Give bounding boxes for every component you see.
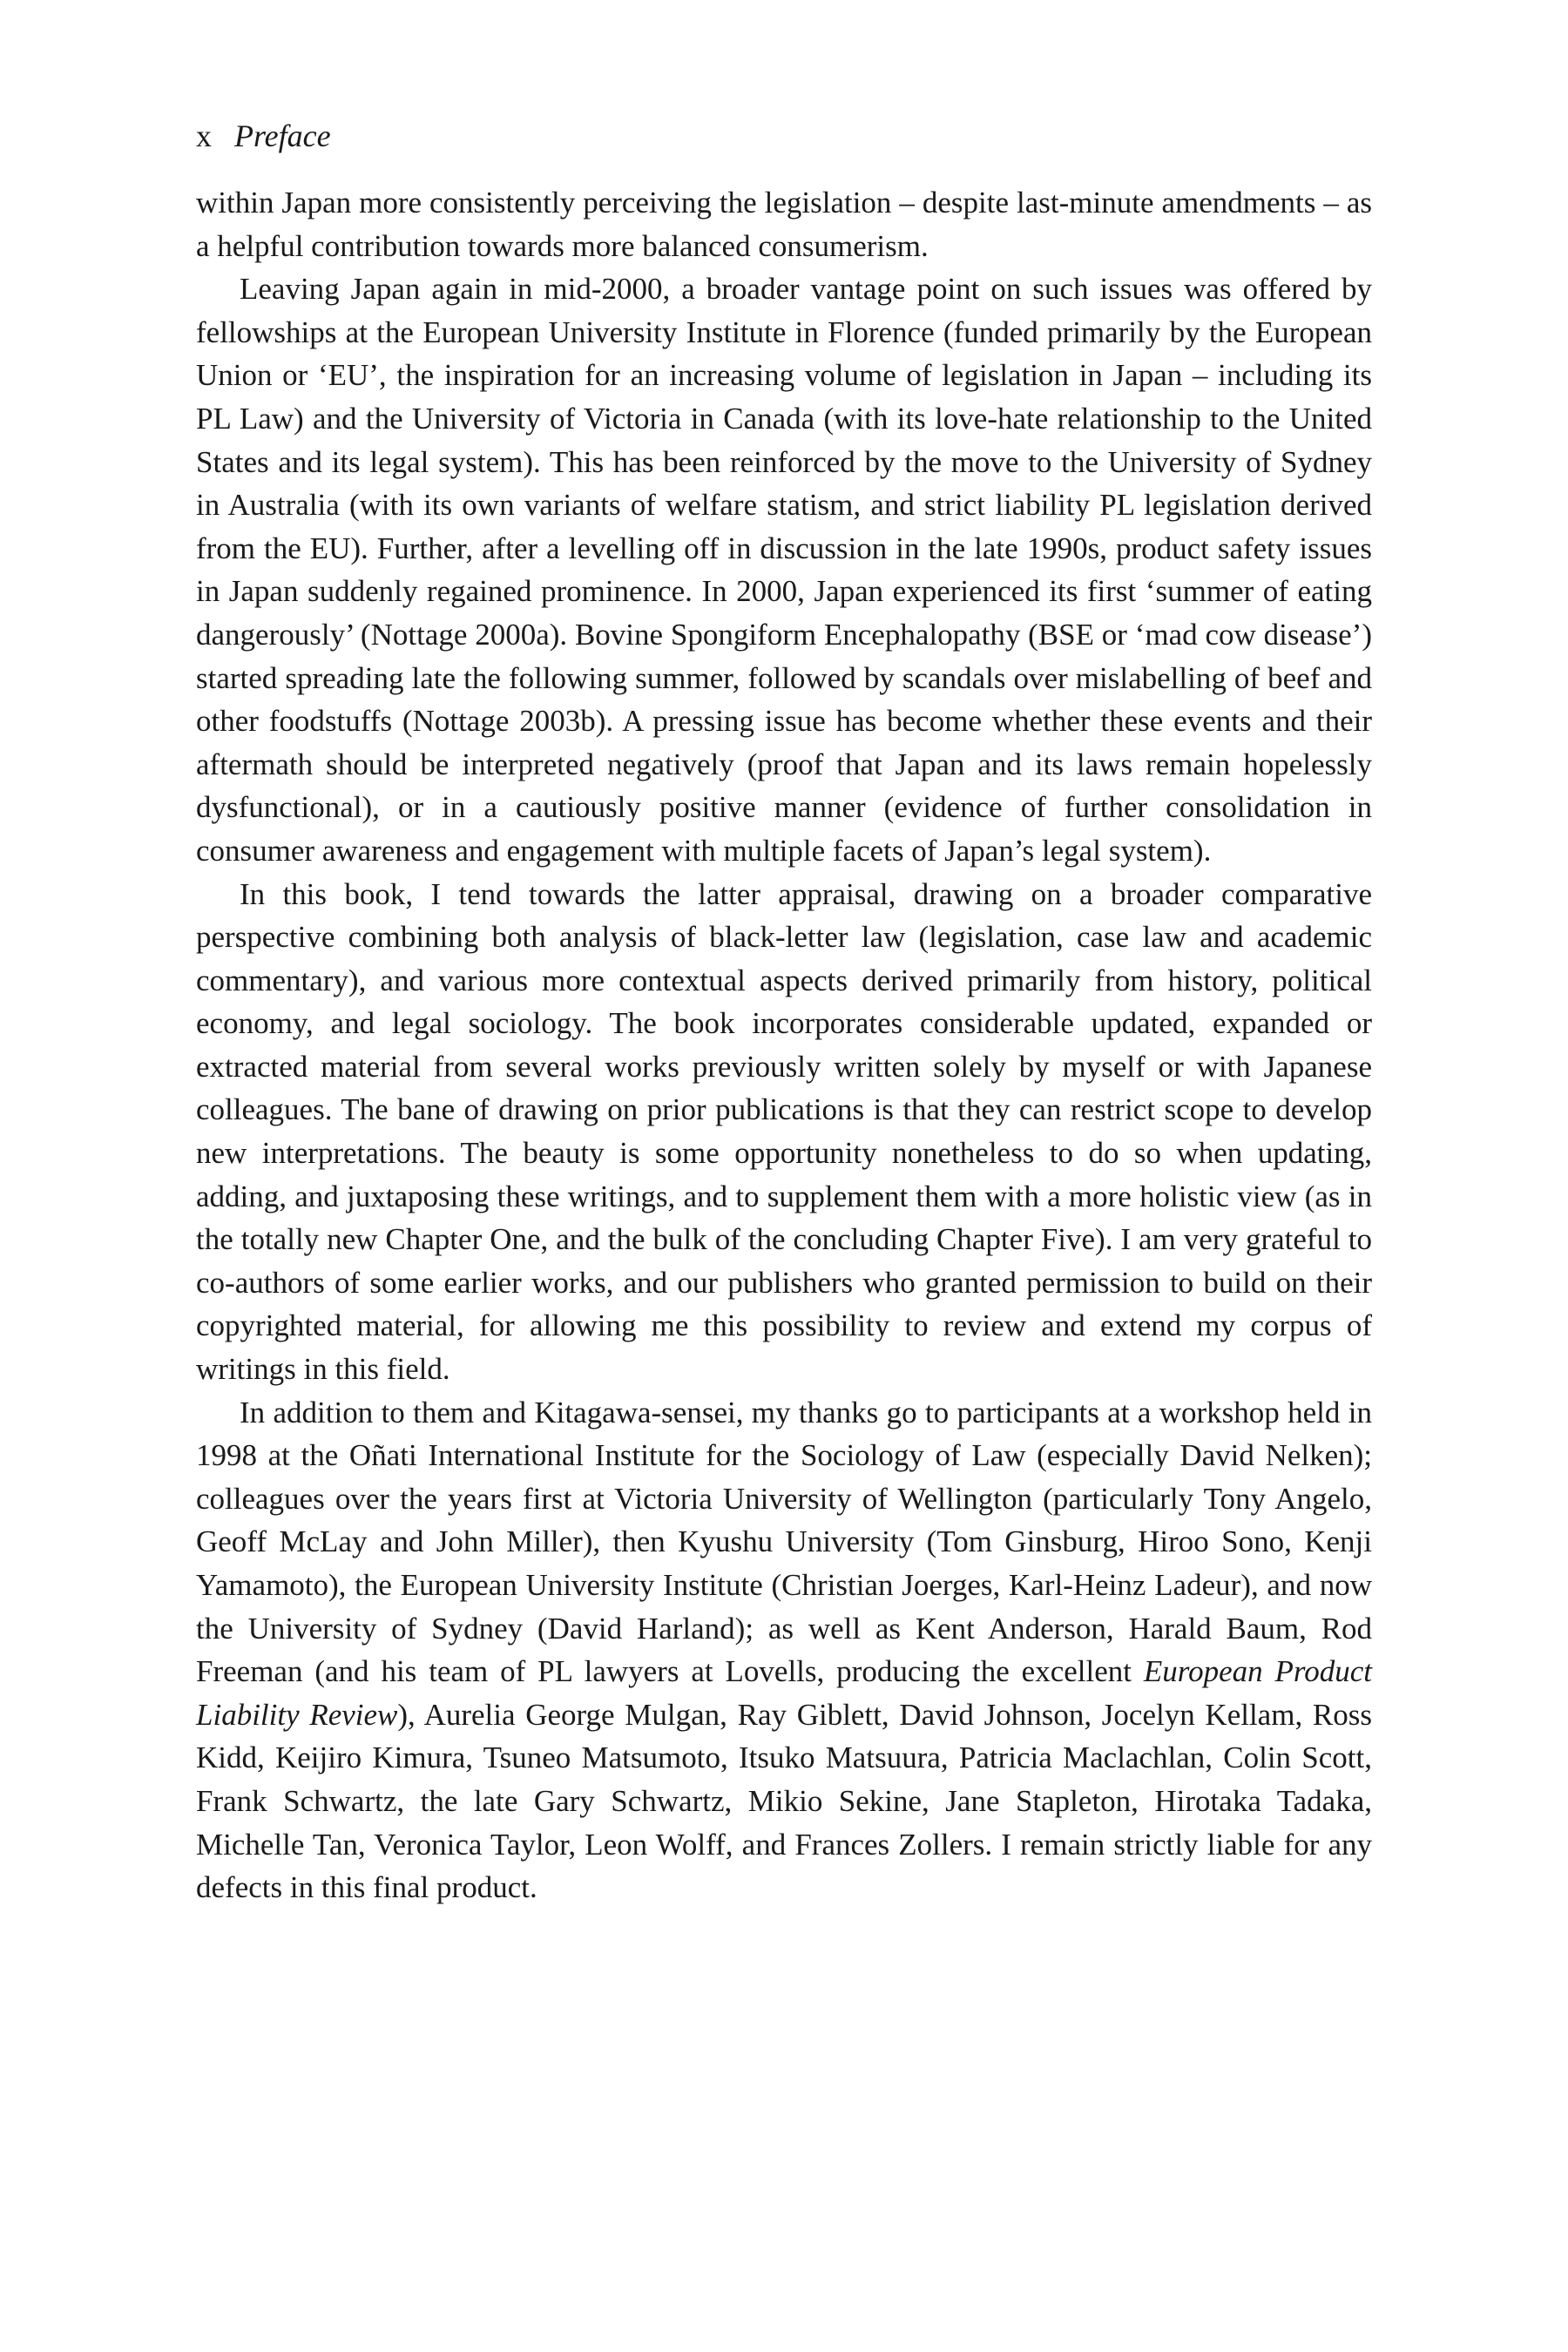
acknowledgements-text-before: In addition to them and Kitagawa-sensei, my thanks go to participants at a workshop held in 1998 at the Oñati International Institute for the Sociology of Law (especially David Nelken); colleagues over the years first at Victoria University of Wellington (particularly Tony Angelo, Geoff McLay and John Miller), then Kyushu University (Tom Ginsburg, Hiroo Sono, Kenji Yamamoto), the European University Institute (Christian Joerges, Karl-Heinz Ladeur), and now the University of Sydney (David Harland); as well as Kent Anderson, Harald Baum, Rod Freeman (and his team of PL lawyers at Lovells, producing the excellent [196,1395,1372,1689]
section-title: Preface [234,118,331,153]
paragraph-this-book: In this book, I tend towards the latter appraisal, drawing on a broader comparative perspective combining both analysis of black-letter law (legislation, case law and academic commentary), and various more contextual aspects derived primarily from history, political economy, and legal sociology. The book incorporates considerable updated, expanded or extracted material from several works previously written solely by myself or with Japanese colleagues. The bane of drawing on prior publications is that they can restrict scope to develop new interpretations. The beauty is some opportunity nonetheless to do so when updating, adding, and juxtaposing these writings, and to supplement them with a more holistic view (as in the totally new Chapter One, and the bulk of the concluding Chapter Five). I am very grateful to co-authors of some earlier works, and our publishers who granted permission to build on their copyrighted material, for allowing me this possibility to review and extend my corpus of writings in this field. [196,876,1372,1387]
paragraph-continued: within Japan more consistently perceiving the legislation – despite last-minute amendments – as a helpful contribution towards more balanced consumerism. [196,186,1372,263]
paragraph-leaving-japan: Leaving Japan again in mid-2000, a broader vantage point on such issues was offered by fellowships at the European University Institute in Florence (funded primarily by the European Union or ‘EU’, the inspiration for an increasing volume of legislation in Japan – including its PL Law) and the University of Victoria in Canada (with its love-hate relationship to the United States and its legal system). This has been reinforced by the move to the University of Sydney in Australia (with its own variants of welfare statism, and strict liability PL legislation derived from the EU). Further, after a levelling off in discussion in the late 1990s, product safety issues in Japan suddenly regained prominence. In 2000, Japan experienced its first ‘summer of eating dangerously’ (Nottage 2000a). Bovine Spongiform Encephalopathy (BSE or ‘mad cow disease’) started spreading late the following summer, followed by scandals over mislabelling of beef and other foodstuffs (Nottage 2003b). A pressing issue has become whether these events and their aftermath should be interpreted negatively (proof that Japan and its laws remain hopelessly dysfunctional), or in a cautiously positive manner (evidence of further consolidation in consumer awareness and engagement with multiple facets of Japan’s legal system). [196,272,1372,868]
publication-title: European Product Liability Review [196,1654,1372,1732]
body-text [196,181,1372,1909]
acknowledgements-text-after: ), Aurelia George Mulgan, Ray Giblett, David Johnson, Jocelyn Kellam, Ross Kidd, Keijiro Kimura, Tsuneo Matsumoto, Itsuko Matsuura, Patricia Maclachlan, Colin Scott, Frank Schwartz, the late Gary Schwartz, Mikio Sekine, Jane Stapleton, Hirotaka Tadaka, Michelle Tan, Veronica Taylor, Leon Wolff, and Frances Zollers. I remain strictly liable for any defects in this final product. [196,1697,1372,1905]
running-head [196,115,331,157]
page-number: x [196,118,212,153]
paragraph-acknowledgements [196,1391,1372,1909]
